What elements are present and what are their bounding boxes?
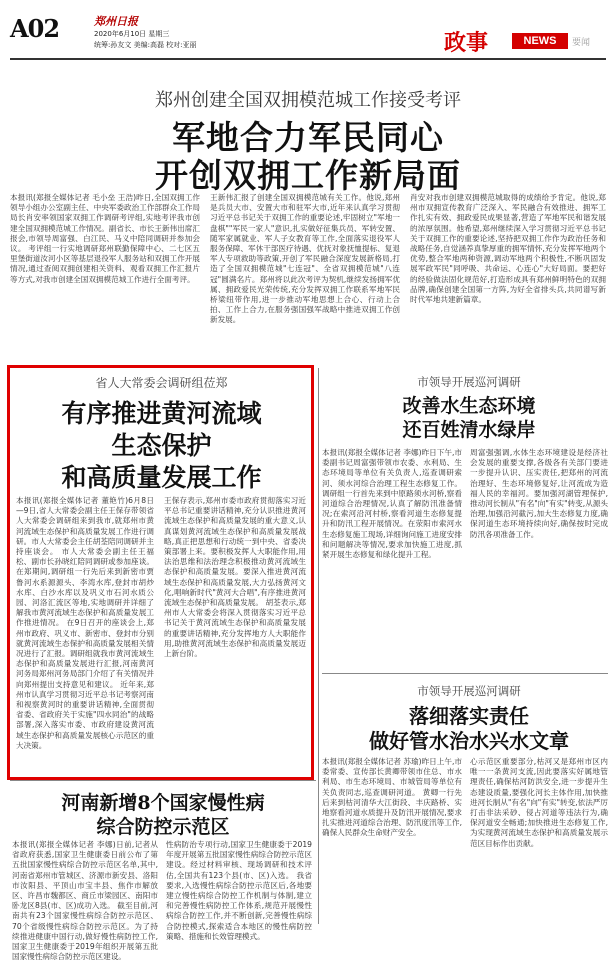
article4-headline-line1: 落细落实责任 (409, 704, 529, 728)
article3-kicker: 市领导开展巡河调研 (417, 375, 521, 389)
lead-body-col3: 肖安对我市创建双拥模范城取得的成绩给予肯定。他说,郑州市双拥宣传教育广泛深入、军民融合有效推进、拥军工作扎实有效、拥政爱民成果显著,营造了军地军民和谐发展的浓厚氛围。他希望,郑州继续深入学习贯彻习近平总书记关于双拥工作的重要论述,坚持把双拥工作作为政治任务和战略任务,自觉涵养真挚厚重的拥军情怀,充分发挥军地两个优势,整合军地两种资源,调动军地两个积极性,不断巩固发展军政军民"同呼吸、共命运、心连心"大好局面。要把好的经验做法固化规范好,打造形成具有郑州鲜明特色的双拥品牌,确保创建全国第一方阵,为好全省排头兵,共同谱写新时代军地共建新篇章。 (410, 193, 606, 305)
article5-headline-line2: 综合防控示范区 (96, 816, 230, 838)
article4-kicker: 市领导开展巡河调研 (417, 684, 521, 698)
article4-body-col2: 心示范区重要部分,枯河又是郑州市区内唯一一条黄河支流,因此要落实好属地管理责任,确保枯河防洪安全,进一步提升生态建设质量,要强化河长主体作用,加快推进河长制从"有名"向"有实"转变,依法严厉打击非法采砂、侵占河道等违法行为,确保河道安全畅通;加快推进生态修复工作,为实现黄河流域生态保护和高质量发展示范区目标作出贡献。 (470, 757, 608, 848)
article-divider (10, 780, 316, 781)
article3-body-col2: 周富强强调,水体生态环境建设是经济社会发展的重要支撑,各级各有关部门要进一步提升认识、压实责任,把郑州的河流治理好、生态环境修复好,让河流成为造福人民的幸福河。要加强河湖管理保护,推动河长制从"有名"向"有实"转变,从源头治理,加强沿河截污,加大生态修复力度,确保河道生态环境持续向好,确保按时完成防汛各项准备工作。 (470, 448, 608, 539)
lead-kicker: 郑州创建全国双拥模范城工作接受考评 (155, 90, 461, 111)
section-subtitle: 要闻 (572, 38, 591, 48)
article3-body-col1: 本报讯(郑报全媒体记者 李娜)昨日下午,市委副书记周富强带领市农委、水利局、生态环境局等单位有关负责人,巡查调研索河、须水河综合治理工程生态修复工作。 调研组一行首先来到中原路须水河桥,察看河道综合治理情况,认真了解防汛准备情况;在索河沿河村桥,察看河道生态修复提升和防汛工程开展情况。在荥阳市索河水生态修复施工现场,详细询问施工进度安排和问题解决等情况,要求加快施工进度,抓紧开展生态修复和绿化提升工程。 (322, 448, 462, 560)
issue-date: 2020年6月10日 星期三 (94, 30, 170, 38)
section-badge: NEWS (512, 33, 568, 49)
lead-headline-line2: 开创双拥工作新局面 (155, 156, 461, 195)
header-rule (10, 58, 606, 60)
section-title: 政事 (444, 30, 489, 56)
lead-body-col2: 王新伟汇报了创建全国双拥模范城有关工作。他说,郑州是兵员大市、安置大市和驻军大市,近年来认真学习贯彻习近平总书记关于双拥工作的重要论述,牢固树立"军地一盘棋""军民一家人"意识,扎实做好征集兵员、军转安置、随军家属就业、军人子女教育等工作,全面落实退役军人服务保障、军休干部医疗待遇、优抚对象抚恤提标、复退军人专项救助等政策,开创了军民融合深度发展新格局,打造了全国双拥模范城"七连冠"、全省双拥模范城"八连冠"圆满名片。郑州将以此次考评为契机,继续发扬拥军优属、拥政爱民光荣传统,充分发挥双拥工作联系军地军民桥梁纽带作用,进一步推动军地思想上合心、行动上合拍、工作上合力,在服务强国强军战略中推进双拥工作创新发展。 (210, 193, 400, 325)
article5-headline-line1: 河南新增8个国家慢性病 (61, 792, 265, 814)
article2-body-col2: 王保存表示,郑州市委市政府贯彻落实习近平总书记重要讲话精神,充分认识推进黄河流域生态保护和高质量发展的重大意义,认真谋划黄河流域生态保护和高质量发展战略,真正把思想和行动统一到中央、省委决策部署上来。要积极发挥人大职能作用,用法治思维和法治理念积极推动黄河流域生态保护和高质量发展。要深入推进黄河流域生态保护和高质量发展,大力弘扬黄河文化,唱响新时代"黄河大合唱",有序推进黄河流域生态保护和高质量发展。 胡荃表示,郑州市人大常委会将深入贯彻落实习近平总书记关于黄河流域生态保护和高质量发展的重要讲话精神,充分发挥地方人大职能作用,助推黄河流域生态保护和高质量发展迈上新台阶。 (164, 496, 306, 659)
newspaper-logo: 郑州日报 (94, 15, 138, 28)
column-rule (318, 368, 319, 924)
article3-headline-line2: 还百姓清水绿岸 (402, 419, 536, 441)
lead-body-col1: 本报讯(郑报全媒体记者 毛小垒 王浩)昨日,全国双拥工作领导小组办公室副主任、中央军委政治工作部群众工作局局长肖安率领国家双拥工作调研考评组,实地考评我市创建全国双拥模范城工作情况。副省长、市长王新伟出席汇报会,市领导周富强、白江民、马义中陪同调研并参加会议。 考评组一行实地调研郑州联勤保障中心、二七区五里堡街道汝河小区等基层退役军人服务站和双拥工作开展情况,通过查阅双拥创建相关资料、观看双拥工作汇报片等方式,对我市创建全国双拥模范城工作进行全面考评。 (10, 193, 200, 284)
article4-headline-line2: 做好管水治水兴水文章 (369, 729, 569, 753)
article5-body-col2: 性病防治专项行动,国家卫生健康委于2019年度开展第五批国家慢性病综合防控示范区建设。经过材料审核、现场调研和技术评估,全国共有123个县(市、区)入选。 我省要求,入选慢性病综合防控示范区后,各地要建立慢性病综合防控工作机制与体制,建立和完善慢性病防控工作体系,规范开展慢性病综合防控工作,并不断创新,完善慢性病综合防控模式,探索适合本地区的慢性病防控策略、措施和长效管理模式。 (166, 840, 312, 941)
article2-headline-line1: 有序推进黄河流域 (61, 399, 262, 428)
article2-headline-line3: 和高质量发展工作 (61, 463, 262, 492)
article4-body-col1: 本报讯(郑报全媒体记者 苏瑜)昨日上午,市委常委、宣传部长黄卿带领市住总、市水利局、市生态环境局、市城管局等单位有关负责同志,巡查调研河道。 黄卿一行先后来到枯河清华大江街段、丰庆路桥、实地察看河道水质提升及防汛开展情况,要求扎实推进河道综合治理、防汛度汛等工作,确保人民群众生命财产安全。 (322, 757, 462, 838)
article2-headline-line2: 生态保护 (111, 431, 212, 460)
article2-body-col1: 本报讯(郑报全媒体记者 董艳竹)6月8日—9日,省人大常委会副主任王保存带领省人大常委会调研组来到我市,就郑州市黄河流域生态保护和高质量发展工作进行调研。市人大常委会主任胡荃陪同调研并主持座谈会。 市人大常委会副主任王福松、副市长孙晓红陪同调研或参加座谈。 在郑期间,调研组一行先后来到新密市贾鲁河水系源源头、李湾水库,登封市胡炒水库、白沙水库以及巩义市石河水质公园、河洛汇流区等地,实地调研并详细了解我市黄河流域生态保护和高质量发展工作推进情况。 在9日召开的座谈会上,郑州市政府、巩义市、新密市、登封市分别就黄河流域生态保护和高质量发展相关情况进行了汇报。调研组就我市黄河流域生态保护和高质量发展进行汇报,河南黄河河务局郑州河务局部门介绍了有关情况并向郑州提出支持意见和建议。 近年来,郑州市认真学习贯彻习近平总书记考察河南和视察黄河时的重要讲话精神,全面贯彻省委、省政府关于实施"四水同治"的战略部署,深入落实市委、市政府建设黄河流域生态保护和高质量发展核心示范区的重大决策。 (16, 496, 154, 750)
page-number: A02 (10, 14, 60, 43)
article3-headline-line1: 改善水生态环境 (402, 395, 536, 417)
article5-body-col1: 本报讯(郑报全媒体记者 李娜)日前,记者从省政府获悉,国家卫生健康委日前公布了第五批国家慢性病综合防控示范区名单,其中,河南省郑州市管城区、济源市新安县、洛阳市汝阳县、平顶山市宝丰县、焦作市解放区、许昌市魏都区、商丘市梁园区、南阳市卧龙区8县(市、区)成功入选。 截至目前,河南共有23个国家慢性病综合防控示范区、70个省级慢性病综合防控示范区。为了持续推进健康中国行动,做好慢性病防控工作,国家卫生健康委于2019年组织开展第五批国家慢性病综合防控示范区建设。 (12, 840, 158, 962)
article-divider (322, 673, 608, 674)
staff-credits: 统筹:孙友文 美编:高磊 校对:亚丽 (94, 41, 197, 49)
article2-kicker: 省人大常委会调研组莅郑 (95, 376, 228, 390)
lead-headline-line1: 军地合力军民同心 (172, 118, 444, 157)
